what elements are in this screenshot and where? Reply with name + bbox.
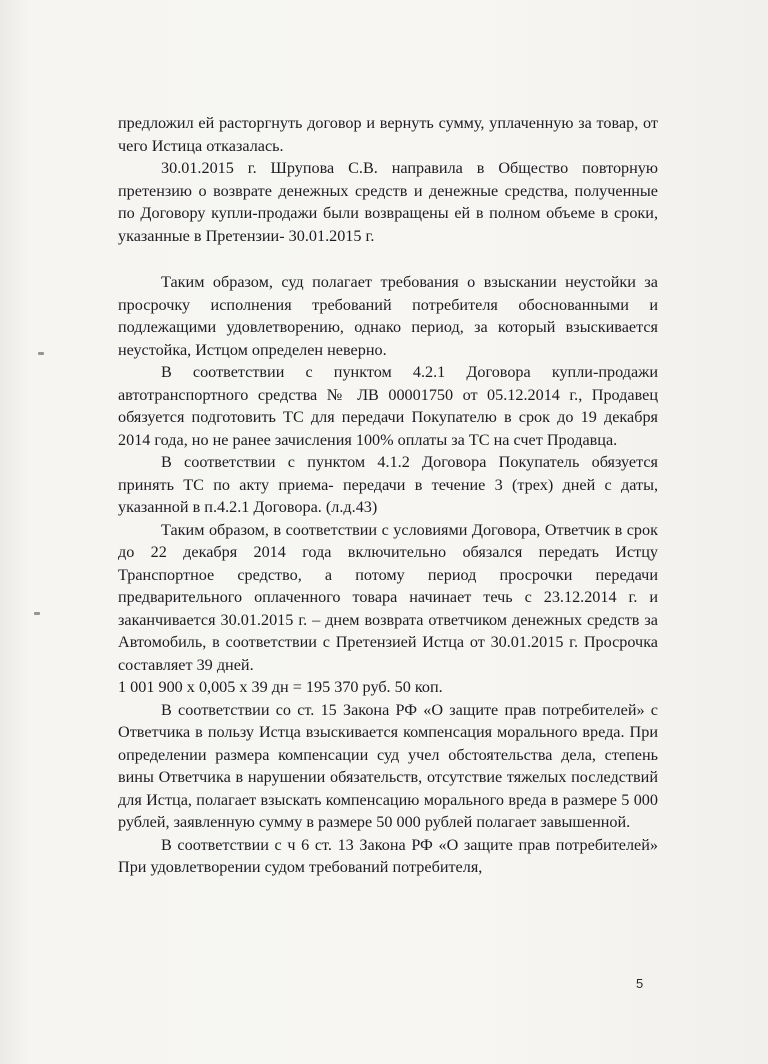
paragraph-gap — [118, 247, 658, 271]
paragraph-8: В соответствии со ст. 15 Закона РФ «О защите прав потребителей» с Ответчика в пользу Истца взыскивается компенсация морального вреда. При определении размера компенсации суд учел обстоятельства дела, степень вины Ответчика в нарушении обязательств, отсутствие тяжелых последствий для Истца, полагает взыскать компенсацию морального вреда в размере 5 000 рублей, заявленную сумму в размере 50 000 рублей полагает завышенной. — [118, 700, 658, 831]
paragraph-9: В соответствии с ч 6 ст. 13 Закона РФ «О защите прав потребителей» При удовлетворении судом требований потребителя, — [118, 835, 658, 876]
paragraph-5: В соответствии с пунктом 4.1.2 Договора Покупатель обязуется принять ТС по акту приема- передачи в течение 3 (трех) дней с даты, указанной в п.4.2.1 Договора. (л.д.43) — [118, 453, 658, 516]
document-body — [118, 112, 658, 879]
paragraph-3: Таким образом, суд полагает требования о взыскании неустойки за просрочку исполнения требований потребителя обоснованными и подлежащими удовлетворению, однако период, за который взыскивается неустойка, Истцом определен неверно. — [118, 273, 658, 359]
calculation-line: 1 001 900 х 0,005 х 39 дн = 195 370 руб. 50 коп. — [118, 678, 443, 696]
paragraph-4: В соответствии с пунктом 4.2.1 Договора купли-продажи автотранспортного средства № ЛВ 00001750 от 05.12.2014 г., Продавец обязуется подготовить ТС для передачи Покупателю в срок до 19 декабря 2014 года, но не ранее зачисления 100% оплаты за ТС на счет Продавца. — [118, 363, 658, 449]
punch-mark — [38, 352, 44, 355]
paragraph-1: предложил ей расторгнуть договор и вернуть сумму, уплаченную за товар, от чего Истица отказалась. — [118, 114, 658, 155]
page-number: 5 — [636, 976, 644, 991]
punch-mark — [34, 612, 40, 615]
paragraph-6: Таким образом, в соответствии с условиями Договора, Ответчик в срок до 22 декабря 2014 года включительно обязался передать Истцу Транспортное средство, а потому период просрочки передачи предварительного оплаченного товара начинает течь с 23.12.2014 г. и заканчивается 30.01.2015 г. – днем возврата ответчиком денежных средств за Автомобиль, в соответствии с Претензией Истца от 30.01.2015 г. Просрочка составляет 39 дней. — [118, 520, 658, 674]
paragraph-2: 30.01.2015 г. Шрупова С.В. направила в Общество повторную претензию о возврате денежных средств и денежные средства, полученные по Договору купли-продажи были возвращены ей в полном объеме в сроки, указанные в Претензии- 30.01.2015 г. — [118, 159, 658, 245]
